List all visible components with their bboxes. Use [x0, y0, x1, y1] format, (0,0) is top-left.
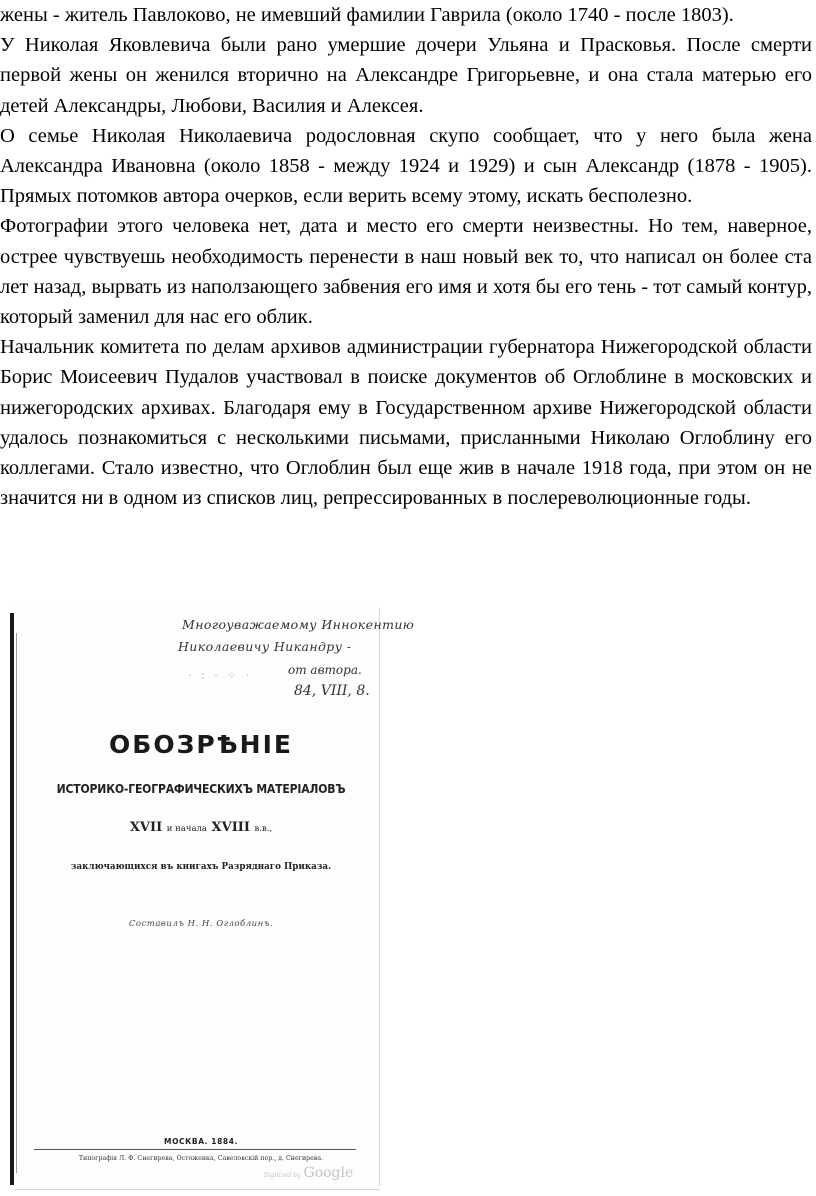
article-text: [0, 0, 812, 513]
page-spine-shadow: [10, 613, 14, 1185]
book-period: [20, 820, 382, 835]
handwritten-inscription-line: от автора.: [288, 663, 362, 677]
paragraph: Фотографии этого человека нет, дата и место его смерти неизвестны. Но тем, наверное, острее чувствуешь необходимость перенести в наш новый век то, что написал он более ста лет назад, вырвать из наползающего забвения его имя и хотя бы его тень - тот самый контур, который заменил для нас его облик.: [0, 215, 812, 329]
century-a: XVII: [129, 820, 163, 835]
page-inner-edge: [16, 633, 17, 1173]
faded-stamp-marks: · : · ⁘ ·: [188, 669, 253, 682]
handwritten-inscription-date: 84, VIII, 8.: [294, 683, 370, 699]
handwritten-inscription-line: Многоуважаемому Иннокентию: [182, 617, 415, 632]
paragraph: О семье Николая Николаевича родословная скупо сообщает, что у него была жена Александра Ивановна (около 1858 - между 1924 и 1929) и сын Александр (1878 - 1905). Прямых потомков автора очерков, если верить всему этому, искать бесполезно.: [0, 124, 812, 208]
google-watermark: [264, 1165, 353, 1181]
imprint-divider: [34, 1149, 356, 1150]
book-imprint: МОСКВА. 1884.: [164, 1137, 238, 1146]
book-printer: Типографія Л. Ф. Снегирева, Остоженка, Савеловскій пер., д. Снегирева.: [78, 1154, 324, 1162]
century-suffix: в.в.,: [254, 824, 273, 834]
watermark-prefix: Digitized by: [264, 1172, 301, 1179]
book-title-page-image: [10, 603, 415, 1191]
paragraph: жены - житель Павлоково, не имевший фамилии Гаврила (около 1740 - после 1803).: [0, 4, 734, 26]
book-source-line: заключающихся въ книгахъ Разряднаго Приказа.: [70, 861, 332, 872]
handwritten-inscription-line: Николаевичу Никандру -: [178, 639, 352, 654]
century-b: XVIII: [211, 820, 250, 835]
watermark-text: Google: [303, 1165, 354, 1181]
page-bottom-edge: [14, 1189, 380, 1190]
book-title: ОБОЗРѢНІЕ: [109, 730, 293, 759]
paragraph: У Николая Яковлевича были рано умершие дочери Ульяна и Прасковья. После смерти первой жены он женился вторично на Александре Григорьевне, и она стала матерью его детей Александры, Любови, Василия и Алексея.: [0, 34, 812, 117]
book-subtitle: ИСТОРИКО-ГЕОГРАФИЧЕСКИХЪ МАТЕРІАЛОВЪ: [56, 781, 346, 796]
book-author: Составилъ Н. Н. Оглоблинъ.: [128, 919, 274, 929]
century-and: и начала: [166, 824, 207, 834]
page-right-edge: [379, 608, 380, 1186]
paragraph: Начальник комитета по делам архивов администрации губернатора Нижегородской области Борис Моисеевич Пудалов участвовал в поиске документов об Оглоблине в московских и нижегородских архивах. Благодаря ему в Государственном архиве Нижегородской области удалось познакомиться с несколькими письмами, присланными Николаю Оглоблину его коллегами. Стало известно, что Оглоблин был еще жив в начале 1918 года, при этом он не значится ни в одном из списков лиц, репрессированных в послереволюционные годы.: [0, 336, 812, 510]
